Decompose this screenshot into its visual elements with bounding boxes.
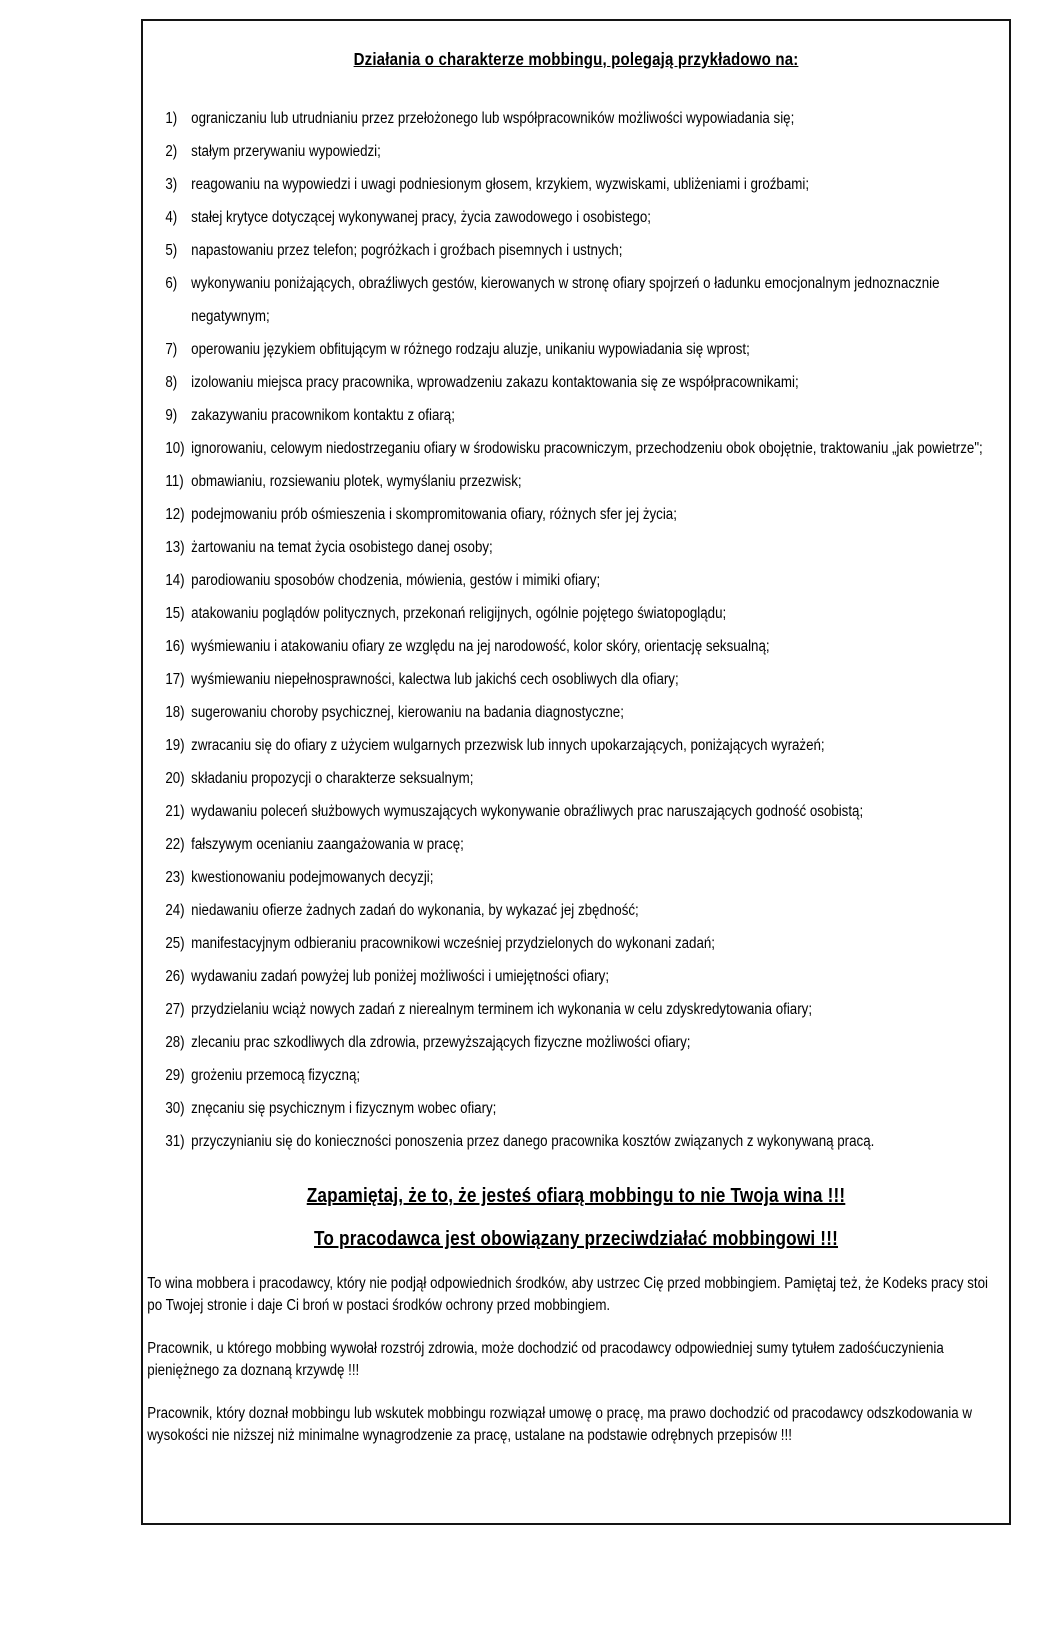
list-item (143, 663, 1009, 696)
list-item (143, 564, 1009, 597)
mobbing-actions-list (143, 102, 1009, 1158)
list-item (143, 168, 1009, 201)
list-item-number: 5) (165, 242, 178, 259)
list-item-text: kwestionowaniu podejmowanych decyzji; (191, 869, 434, 886)
list-item-number: 4) (165, 209, 178, 226)
list-item-text: niedawaniu ofierze żadnych zadań do wykonania, by wykazać jej zbędność; (191, 902, 639, 919)
list-item-text: zwracaniu się do ofiary z użyciem wulgarnych przezwisk lub innych upokarzających, poniżających wyrażeń; (191, 737, 825, 754)
list-item (143, 267, 1009, 333)
list-item (143, 432, 1009, 465)
list-item-text: przydzielaniu wciąż nowych zadań z nierealnym terminem ich wykonania w celu zdyskredytowania ofiary; (191, 1001, 813, 1018)
list-item-number: 11) (165, 473, 184, 490)
list-item (143, 531, 1009, 564)
list-item-text: reagowaniu na wypowiedzi i uwagi podniesionym głosem, krzykiem, wyzwiskami, ubliżeniami i groźbami; (191, 176, 810, 193)
paragraph-mobber-blame: To wina mobbera i pracodawcy, który nie podjął odpowiednich środków, aby ustrzec Cię przed mobbingiem. Pamiętaj też, że Kodeks pracy stoi po Twojej stronie i daje Ci broń w postaci środków ochrony przed mobbingiem. (147, 1275, 989, 1314)
list-item-number: 14) (165, 572, 185, 589)
list-item-text: izolowaniu miejsca pracy pracownika, wprowadzeniu zakazu kontaktowania się ze współpracownikami; (191, 374, 799, 391)
list-item-number: 29) (165, 1067, 185, 1084)
list-item-number: 21) (165, 803, 185, 820)
list-item-number: 24) (165, 902, 185, 919)
list-item (143, 1092, 1009, 1125)
list-item-text: podejmowaniu prób ośmieszenia i skompromitowania ofiary, różnych sfer jej życia; (191, 506, 677, 523)
list-item-text: zakazywaniu pracownikom kontaktu z ofiarą; (191, 407, 455, 424)
page-title: Działania o charakterze mobbingu, polegają przykładowo na: (353, 49, 799, 69)
list-item-number: 2) (165, 143, 178, 160)
list-item (143, 960, 1009, 993)
list-item-text: wydawaniu poleceń służbowych wymuszających wykonywanie obraźliwych prac naruszających godność osobistą; (191, 803, 864, 820)
list-item (143, 1059, 1009, 1092)
list-item (143, 597, 1009, 630)
list-item (143, 135, 1009, 168)
list-item-number: 28) (165, 1034, 185, 1051)
list-item-text: stałej krytyce dotyczącej wykonywanej pracy, życia zawodowego i osobistego; (191, 209, 652, 226)
list-item (143, 993, 1009, 1026)
list-item-text: grożeniu przemocą fizyczną; (191, 1067, 361, 1084)
list-item-number: 31) (165, 1133, 185, 1150)
paragraph-health-compensation: Pracownik, u którego mobbing wywołał rozstrój zdrowia, może dochodzić od pracodawcy odpowiedniej sumy tytułem zadośćuczynienia pieniężnego za doznaną krzywdę !!! (147, 1340, 944, 1379)
list-item-number: 17) (165, 671, 185, 688)
banner-not-your-fault: Zapamiętaj, że to, że jesteś ofiarą mobbingu to nie Twoja wina !!! (306, 1185, 846, 1207)
list-item (143, 762, 1009, 795)
list-item-number: 27) (165, 1001, 185, 1018)
list-item (143, 894, 1009, 927)
list-item (143, 828, 1009, 861)
list-item-number: 25) (165, 935, 185, 952)
list-item-number: 10) (165, 440, 185, 457)
list-item (143, 696, 1009, 729)
list-item (143, 102, 1009, 135)
list-item-number: 7) (165, 341, 178, 358)
list-item-number: 3) (165, 176, 178, 193)
list-item-number: 23) (165, 869, 185, 886)
list-item-number: 22) (165, 836, 185, 853)
list-item-number: 19) (165, 737, 185, 754)
list-item-number: 18) (165, 704, 185, 721)
list-item-number: 8) (165, 374, 178, 391)
list-item-text: wydawaniu zadań powyżej lub poniżej możliwości i umiejętności ofiary; (191, 968, 610, 985)
list-item-text: fałszywym ocenianiu zaangażowania w pracę; (191, 836, 464, 853)
banner-employer-obligation: To pracodawca jest obowiązany przeciwdziałać mobbingowi !!! (314, 1228, 839, 1250)
list-item-text: żartowaniu na temat życia osobistego danej osoby; (191, 539, 493, 556)
list-item-number: 26) (165, 968, 185, 985)
list-item-text: wykonywaniu poniżających, obraźliwych gestów, kierowanych w stronę ofiary spojrzeń o ładunku emocjonalnym jednoznacznie negatywnym; (191, 275, 940, 325)
list-item (143, 399, 1009, 432)
list-item (143, 498, 1009, 531)
list-item (143, 333, 1009, 366)
list-item-text: parodiowaniu sposobów chodzenia, mówienia, gestów i mimiki ofiary; (191, 572, 601, 589)
list-item-text: przyczynianiu się do konieczności ponoszenia przez danego pracownika kosztów związanych z wykonywaną pracą. (191, 1133, 875, 1150)
list-item-text: stałym przerywaniu wypowiedzi; (191, 143, 381, 160)
list-item (143, 234, 1009, 267)
document-content (143, 21, 1009, 1446)
list-item-number: 12) (165, 506, 185, 523)
paragraph-contract-compensation: Pracownik, który doznał mobbingu lub wskutek mobbingu rozwiązał umowę o pracę, ma prawo dochodzić od pracodawcy odszkodowania w wysokości nie niższej niż minimalne wynagrodzenie za pracę, ustalane na podstawie odrębnych przepisów !!! (147, 1405, 972, 1444)
list-item (143, 201, 1009, 234)
list-item-text: składaniu propozycji o charakterze seksualnym; (191, 770, 474, 787)
list-item-number: 13) (165, 539, 185, 556)
list-item-text: zlecaniu prac szkodliwych dla zdrowia, przewyższających fizyczne możliwości ofiary; (191, 1034, 691, 1051)
list-item-number: 9) (165, 407, 178, 424)
list-item (143, 861, 1009, 894)
list-item-text: operowaniu językiem obfitującym w różnego rodzaju aluzje, unikaniu wypowiadania się wprost; (191, 341, 750, 358)
list-item-number: 6) (165, 275, 178, 292)
list-item (143, 366, 1009, 399)
list-item-text: wyśmiewaniu i atakowaniu ofiary ze względu na jej narodowość, kolor skóry, orientację seksualną; (191, 638, 770, 655)
list-item-text: sugerowaniu choroby psychicznej, kierowaniu na badania diagnostyczne; (191, 704, 624, 721)
list-item-number: 1) (165, 110, 178, 127)
list-item (143, 795, 1009, 828)
list-item (143, 927, 1009, 960)
list-item (143, 630, 1009, 663)
list-item (143, 1125, 1009, 1158)
list-item-text: atakowaniu poglądów politycznych, przekonań religijnych, ogólnie pojętego światopoglądu; (191, 605, 727, 622)
list-item-text: wyśmiewaniu niepełnosprawności, kalectwa lub jakichś cech osobliwych dla ofiary; (191, 671, 679, 688)
list-item-text: ograniczaniu lub utrudnianiu przez przełożonego lub współpracowników możliwości wypowiadania się; (191, 110, 795, 127)
list-item (143, 729, 1009, 762)
list-item-number: 15) (165, 605, 185, 622)
list-item-number: 30) (165, 1100, 185, 1117)
list-item-number: 20) (165, 770, 185, 787)
list-item-text: napastowaniu przez telefon; pogróżkach i groźbach pisemnych i ustnych; (191, 242, 623, 259)
list-item-number: 16) (165, 638, 185, 655)
list-item-text: obmawianiu, rozsiewaniu plotek, wymyślaniu przezwisk; (191, 473, 522, 490)
list-item (143, 1026, 1009, 1059)
list-item (143, 465, 1009, 498)
list-item-text: znęcaniu się psychicznym i fizycznym wobec ofiary; (191, 1100, 497, 1117)
document-border (141, 19, 1011, 1525)
list-item-text: ignorowaniu, celowym niedostrzeganiu ofiary w środowisku pracowniczym, przechodzeniu obok obojętnie, traktowaniu „jak powietrze"; (191, 440, 983, 457)
list-item-text: manifestacyjnym odbieraniu pracownikowi wcześniej przydzielonych do wykonani zadań; (191, 935, 715, 952)
